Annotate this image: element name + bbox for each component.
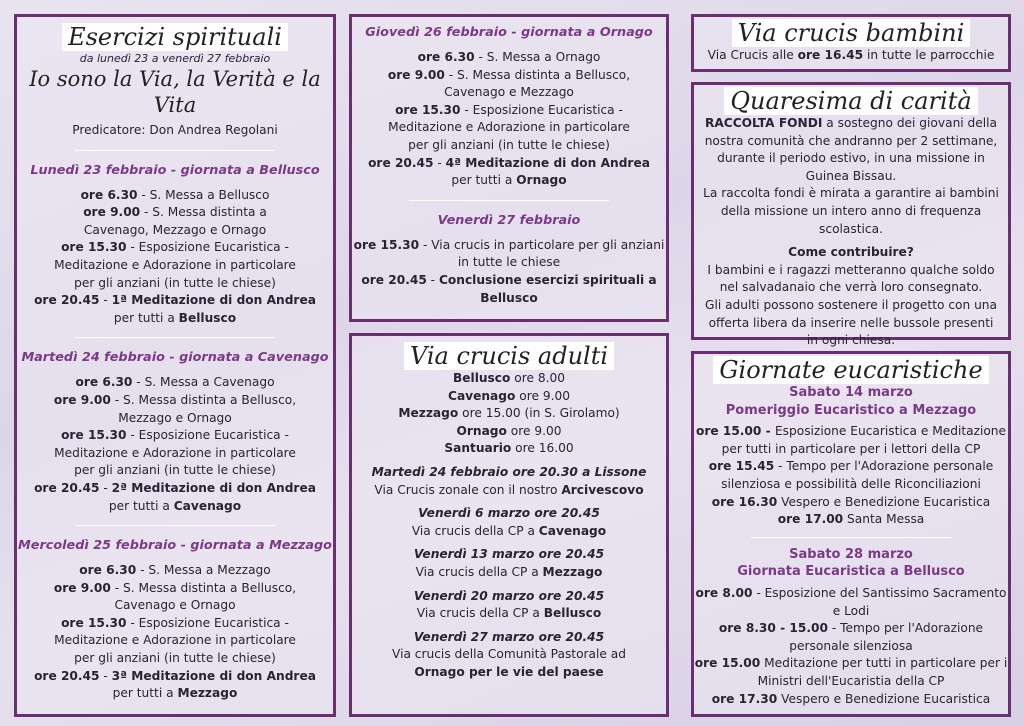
carita-panel <box>691 82 1011 348</box>
adulti-times <box>352 370 666 458</box>
carita-p1: RACCOLTA FONDI a sostegno dei giovani della nostra comunità che andranno per 2 settimane, durante il periodo estivo, in una missione in Guinea Bissau. <box>704 116 998 183</box>
schedule-line <box>352 172 666 190</box>
line-text: - Tempo per l'Adorazione <box>827 621 984 636</box>
line-text: - S. Messa distinta a Bellusco, <box>110 392 297 407</box>
schedule-line <box>17 462 333 480</box>
schedule-line <box>17 204 333 222</box>
schedule-line <box>694 458 1008 476</box>
divider <box>75 337 275 338</box>
schedule-line <box>17 597 333 615</box>
schedule-line <box>694 673 1008 691</box>
event-when: Venerdì 20 marzo ore 20.45 <box>413 588 605 603</box>
time-label: ore 9.00 <box>83 205 141 220</box>
schedule-line <box>17 480 333 498</box>
day-heading: Mercoledì 25 febbraio - giornata a Mezzago <box>18 538 332 554</box>
place-name: Santuario <box>444 441 512 456</box>
schedule-line <box>17 685 333 703</box>
event-text: Via crucis della CP a <box>415 564 543 579</box>
line-text: - Esposizione Eucaristica - <box>126 240 289 255</box>
line-text: personale silenziosa <box>789 638 913 653</box>
place-name: Ornago <box>456 423 507 438</box>
line-text: in tutte le chiese <box>457 255 561 270</box>
place-time: ore 15.00 (in S. Girolamo) <box>458 406 620 421</box>
schedule-line <box>17 427 333 445</box>
line-bold: Ornago <box>516 173 567 188</box>
bambini-text: Via Crucis alle ore 16.45 in tutte le parrocchie <box>707 48 995 62</box>
schedule-line <box>17 410 333 428</box>
line-text: - S. Messa a Mezzago <box>136 563 271 578</box>
place-time: ore 8.00 <box>510 371 566 385</box>
line-text: Meditazione e Adorazione in particolare <box>54 633 296 648</box>
line-text: Mezzago e Ornago <box>118 410 232 425</box>
line-bold: Cavenago <box>173 498 242 513</box>
day-heading: Venerdì 27 febbraio <box>437 212 581 228</box>
event-what <box>352 523 666 541</box>
event-what <box>352 605 666 623</box>
line-text: silenziosa e possibilità delle Riconciliazioni <box>721 476 981 491</box>
line-text: Esposizione Eucaristica e Meditazione <box>774 424 1007 439</box>
time-label: ore 20.45 <box>368 155 434 170</box>
schedule-line <box>694 603 1008 621</box>
line-bold: Bellusco <box>178 310 237 325</box>
event-place: Ornago per le vie del paese <box>414 664 604 679</box>
place-name: Bellusco <box>452 371 511 385</box>
adulti-title: Via crucis adulti <box>404 342 614 370</box>
line-text: per tutti a <box>112 686 178 701</box>
carita-title: Quaresima di carità <box>724 87 977 115</box>
schedule-line <box>352 119 666 137</box>
line-text: - <box>426 272 439 287</box>
adulti-time-row <box>352 423 666 441</box>
line-text: Vespero e Benedizione Eucaristica <box>777 494 991 509</box>
event-what <box>352 664 666 682</box>
line-text: - S. Messa a Ornago <box>474 50 601 64</box>
line-text: - S. Messa a Cavenago <box>132 375 275 390</box>
line-text: - Esposizione del Santissimo Sacramento <box>752 585 1007 600</box>
schedule-line <box>352 155 666 173</box>
schedule-line <box>17 498 333 516</box>
time-label: ore 6.30 <box>79 563 137 578</box>
schedule-line <box>694 494 1008 512</box>
schedule-line <box>694 655 1008 673</box>
line-text: per tutti a <box>451 173 517 188</box>
schedule-line <box>17 239 333 257</box>
divider <box>75 150 275 151</box>
schedule-line <box>17 275 333 293</box>
time-label: ore 15.00 <box>694 656 761 671</box>
line-text: - <box>99 293 112 308</box>
line-text: Cavenago, Mezzago e Ornago <box>83 222 267 237</box>
giornate-title: Giornate eucaristiche <box>713 356 988 384</box>
time-label: ore 9.00 <box>387 67 445 82</box>
schedule-line <box>17 257 333 275</box>
time-label: ore 15.30 <box>353 237 420 252</box>
schedule-line <box>352 102 666 120</box>
esercizi-title: Esercizi spirituali <box>62 23 288 51</box>
schedule-line <box>352 254 666 272</box>
schedule-line <box>694 476 1008 494</box>
schedule-line <box>694 511 1008 529</box>
event-when: Venerdì 27 marzo ore 20.45 <box>413 629 605 644</box>
divider <box>751 537 951 538</box>
line-text: per gli anziani (in tutte le chiese) <box>74 463 276 478</box>
time-label: ore 17.00 <box>777 512 844 527</box>
adulti-time-row <box>352 388 666 406</box>
time-label: ore 9.00 <box>53 580 111 595</box>
time-label: ore 20.45 <box>34 293 100 308</box>
time-label: ore 9.00 <box>53 392 111 407</box>
schedule-line <box>694 423 1008 441</box>
line-text: Meditazione per tutti in particolare per i <box>760 656 1008 671</box>
day-heading: Lunedì 23 febbraio - giornata a Bellusco <box>30 162 320 178</box>
place-time: ore 9.00 <box>506 423 562 438</box>
carita-p4: Gli adulti possono sostenere il progetto con una offerta libera da inserire nelle bussole presenti in ogni chiesa. <box>705 297 997 348</box>
line-text: - <box>433 155 446 170</box>
event-what <box>352 482 666 500</box>
line-text: per gli anziani (in tutte le chiese) <box>74 651 276 666</box>
s1-date: Sabato 14 marzo <box>789 385 913 400</box>
line-text: Cavenago e Mezzago <box>444 85 574 100</box>
line-bold: Conclusione esercizi spirituali a <box>438 272 657 287</box>
schedule-line <box>17 187 333 205</box>
event-when: Venerdì 6 marzo ore 20.45 <box>418 506 600 521</box>
divider <box>75 525 275 526</box>
line-bold: 4ª Meditazione di don Andrea <box>445 155 650 170</box>
schedule-line <box>17 445 333 463</box>
event-when: Martedì 24 febbraio ore 20.30 a Lissone <box>371 464 647 479</box>
thu-fri-panel <box>349 14 669 322</box>
time-label: ore 20.45 <box>34 480 100 495</box>
event-place: Mezzago <box>542 564 603 579</box>
time-label: ore 8.30 - 15.00 <box>718 621 828 636</box>
s1-lines <box>694 423 1008 529</box>
schedule-line <box>17 374 333 392</box>
event-when: Venerdì 13 marzo ore 20.45 <box>413 547 605 562</box>
place-time: ore 16.00 <box>511 441 574 456</box>
schedule-line <box>17 668 333 686</box>
schedule-line <box>17 562 333 580</box>
time-label: ore 20.45 <box>34 668 100 683</box>
line-text: - <box>99 668 112 683</box>
line-text: per gli anziani (in tutte le chiese) <box>408 137 610 152</box>
schedule-line <box>17 615 333 633</box>
schedule-line <box>694 620 1008 638</box>
time-label: ore 16.30 <box>711 494 778 509</box>
line-text: per tutti in particolare per i lettori della CP <box>721 441 981 456</box>
schedule-line <box>17 632 333 650</box>
place-name: Cavenago <box>448 388 516 403</box>
s2-date: Sabato 28 marzo <box>789 546 913 562</box>
middle-days <box>352 23 666 307</box>
schedule-line <box>694 691 1008 709</box>
adulti-time-row <box>352 440 666 458</box>
line-text: Meditazione e Adorazione in particolare <box>388 120 630 135</box>
line-text: - Via crucis in particolare per gli anziani <box>419 237 665 252</box>
schedule-line <box>352 237 666 255</box>
event-what <box>352 564 666 582</box>
place-time: ore 9.00 <box>515 388 570 403</box>
line-text: - S. Messa distinta a Bellusco, <box>110 580 297 595</box>
schedule-line <box>17 310 333 328</box>
line-text: Ministri dell'Eucaristia della CP <box>757 673 945 688</box>
s2-lines <box>694 585 1008 708</box>
line-text: - Tempo per l'Adorazione personale <box>774 459 994 474</box>
schedule-line <box>352 272 666 290</box>
divider <box>409 200 609 201</box>
event-what <box>352 646 666 664</box>
schedule-line <box>352 49 666 67</box>
line-text: - Esposizione Eucaristica - <box>126 428 289 443</box>
time-label: ore 20.45 <box>361 272 427 287</box>
line-text: per gli anziani (in tutte le chiese) <box>74 275 276 290</box>
schedule-line <box>17 392 333 410</box>
day-heading: Martedì 24 febbraio - giornata a Cavenago <box>21 350 329 366</box>
event-text: Via crucis della CP a <box>416 606 544 621</box>
time-label: ore 6.30 <box>75 375 133 390</box>
s1-title: Pomeriggio Eucaristico a Mezzago <box>725 402 977 418</box>
event-text: Via crucis della Comunità Pastorale ad <box>392 647 626 662</box>
time-label: ore 15.00 - <box>695 424 775 439</box>
line-bold: 2ª Meditazione di don Andrea <box>111 480 316 495</box>
time-label: ore 15.30 <box>61 428 127 443</box>
event-text: Via Crucis zonale con il nostro <box>374 482 562 497</box>
schedule-line <box>694 441 1008 459</box>
carita-p2: La raccolta fondi è mirata a garantire ai bambini della missione un intero anno di frequenza scolastica. <box>703 186 999 236</box>
schedule-line <box>694 638 1008 656</box>
line-bold: 1ª Meditazione di don Andrea <box>111 293 316 308</box>
line-text: Cavenago e Ornago <box>114 598 236 613</box>
day-heading: Giovedì 26 febbraio - giornata a Ornago <box>365 25 653 40</box>
time-label: ore 15.30 <box>395 102 461 117</box>
schedule-line <box>352 67 666 85</box>
place-name: Mezzago <box>398 406 459 421</box>
time-label: ore 15.30 <box>61 240 127 255</box>
event-place: Cavenago <box>538 523 607 538</box>
carita-question: Come contribuire? <box>788 245 914 260</box>
time-label: ore 8.00 <box>695 585 753 600</box>
line-text: - <box>99 480 112 495</box>
line-text: e Lodi <box>832 603 870 618</box>
esercizi-days <box>17 161 333 703</box>
adulti-time-row <box>352 370 666 388</box>
adulti-time-row <box>352 405 666 423</box>
line-text: - Esposizione Eucaristica - <box>126 615 289 630</box>
line-bold: 3ª Meditazione di don Andrea <box>111 668 316 683</box>
esercizi-dates: da lunedì 23 a venerdì 27 febbraio <box>79 52 271 65</box>
schedule-line <box>17 222 333 240</box>
schedule-line <box>17 292 333 310</box>
s2-title: Giornata Eucaristica a Bellusco <box>737 564 965 580</box>
line-text: per tutti a <box>113 310 179 325</box>
line-text: Santa Messa <box>843 512 925 527</box>
time-label: ore 6.30 <box>80 187 138 202</box>
adulti-panel <box>349 333 669 717</box>
line-bold: Bellusco <box>480 290 538 305</box>
line-text: per tutti a <box>108 498 174 513</box>
line-text: Meditazione e Adorazione in particolare <box>54 445 296 460</box>
bambini-title: Via crucis bambini <box>732 19 971 47</box>
line-text: - S. Messa distinta a <box>140 205 267 220</box>
esercizi-motto: Io sono la Via, la Verità e la Vita <box>29 67 321 117</box>
time-label: ore 17.30 <box>711 691 778 706</box>
event-place: Bellusco <box>543 606 602 621</box>
giornate-panel <box>691 351 1011 717</box>
event-text: Via crucis della CP a <box>411 523 539 538</box>
schedule-line <box>17 650 333 668</box>
line-text: Meditazione e Adorazione in particolare <box>54 257 296 272</box>
bambini-panel <box>691 14 1011 72</box>
line-text: - S. Messa distinta a Bellusco, <box>444 67 631 82</box>
line-text: - Esposizione Eucaristica - <box>460 102 623 117</box>
schedule-line <box>17 580 333 598</box>
line-bold: Mezzago <box>177 686 238 701</box>
esercizi-panel <box>14 14 336 717</box>
schedule-line <box>352 84 666 102</box>
line-text: Vespero e Benedizione Eucaristica <box>777 691 991 706</box>
preacher: Predicatore: Don Andrea Regolani <box>72 123 278 137</box>
schedule-line <box>694 585 1008 603</box>
time-label: ore 15.45 <box>708 459 775 474</box>
time-label: ore 6.30 <box>417 50 475 64</box>
carita-p3: I bambini e i ragazzi metteranno qualche soldo nel salvadanaio che verrà loro consegnato. <box>707 262 995 295</box>
line-text: - S. Messa a Bellusco <box>137 187 270 202</box>
schedule-line <box>352 290 666 308</box>
schedule-line <box>352 137 666 155</box>
event-place: Arcivescovo <box>561 482 644 497</box>
time-label: ore 15.30 <box>61 615 127 630</box>
adulti-events <box>352 464 666 682</box>
